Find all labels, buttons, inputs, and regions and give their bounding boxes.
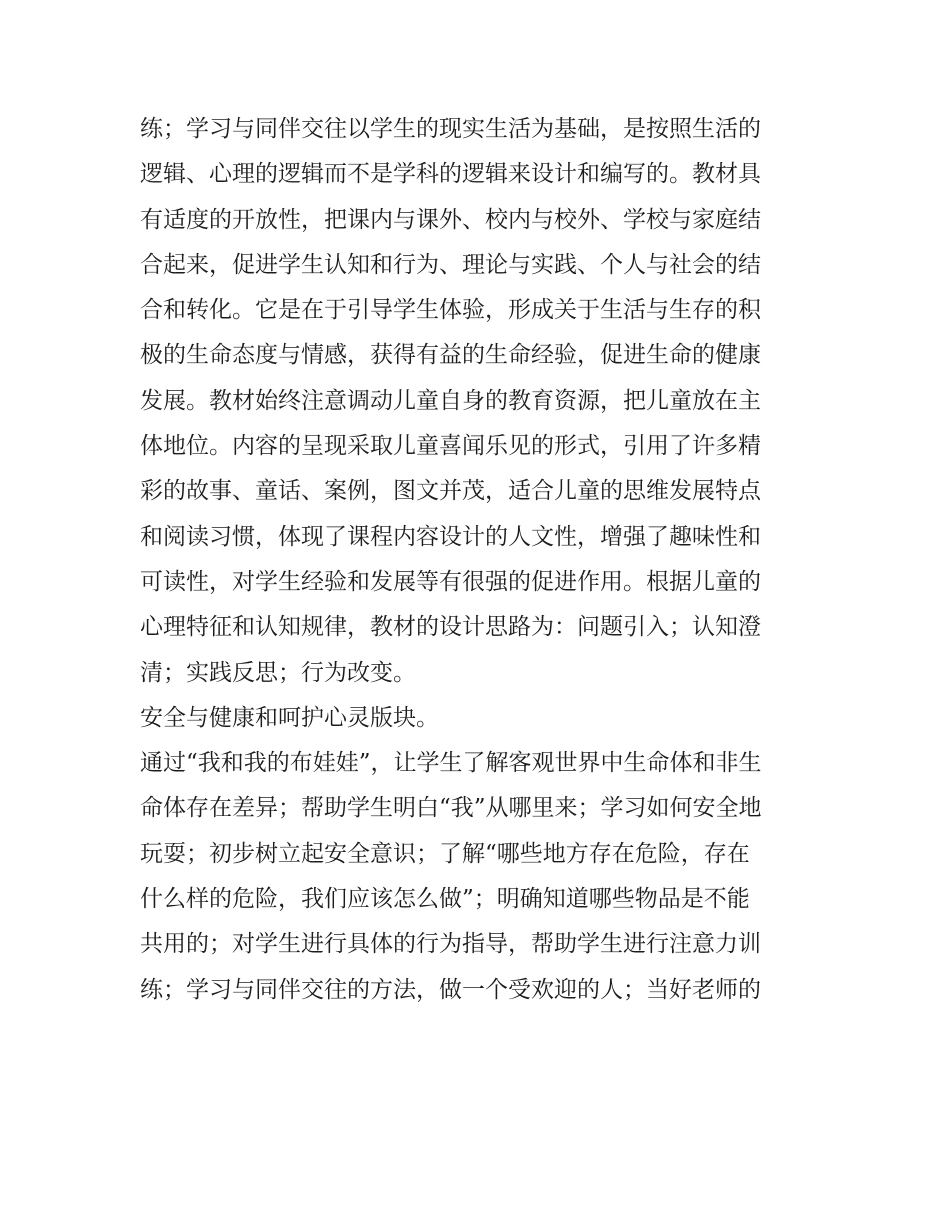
text-line: 练；学习与同伴交往以学生的现实生活为基础，是按照生活的 — [140, 116, 761, 142]
text-line: 合起来，促进学生认知和行为、理论与实践、个人与社会的结 — [140, 251, 761, 278]
text-line: 心理特征和认知规律，教材的设计思路为：问题引入；认知澄 — [140, 614, 761, 641]
text-line: 可读性，对学生经验和发展等有很强的促进作用。根据儿童的 — [140, 568, 761, 595]
text-line: 和阅读习惯，体现了课程内容设计的人文性，增强了趣味性和 — [140, 523, 761, 550]
text-line: 极的生命态度与情感，获得有益的生命经验，促进生命的健康 — [140, 342, 761, 369]
text-line: 合和转化。它是在于引导学生体验，形成关于生活与生存的积 — [140, 297, 761, 324]
text-line: 体地位。内容的呈现采取儿童喜闻乐见的形式，引用了许多精 — [140, 433, 761, 460]
text-line: 发展。教材始终注意调动儿童自身的教育资源，把儿童放在主 — [140, 387, 761, 414]
text-line: 清；实践反思；行为改变。 — [140, 659, 416, 686]
section-heading: 安全与健康和呵护心灵版块。 — [140, 704, 439, 731]
body-text — [140, 107, 812, 1013]
text-line: 命体存在差异；帮助学生明白“我”从哪里来；学习如何安全地 — [140, 795, 762, 822]
text-line: 逻辑、心理的逻辑而不是学科的逻辑来设计和编写的。教材具 — [140, 161, 761, 188]
text-line: 什么样的危险，我们应该怎么做”；明确知道哪些物品是不能 — [140, 886, 750, 913]
text-line: 共用的；对学生进行具体的行为指导，帮助学生进行注意力训 — [140, 931, 761, 958]
text-line: 练；学习与同伴交往的方法，做一个受欢迎的人；当好老师的 — [140, 976, 761, 1003]
text-line: 有适度的开放性，把课内与课外、校内与校外、学校与家庭结 — [140, 206, 761, 233]
text-line: 彩的故事、童话、案例，图文并茂，适合儿童的思维发展特点 — [140, 478, 761, 505]
text-line: 通过“我和我的布娃娃”，让学生了解客观世界中生命体和非生 — [140, 750, 762, 777]
text-line: 玩耍；初步树立起安全意识；了解“哪些地方存在危险，存在 — [140, 840, 750, 867]
